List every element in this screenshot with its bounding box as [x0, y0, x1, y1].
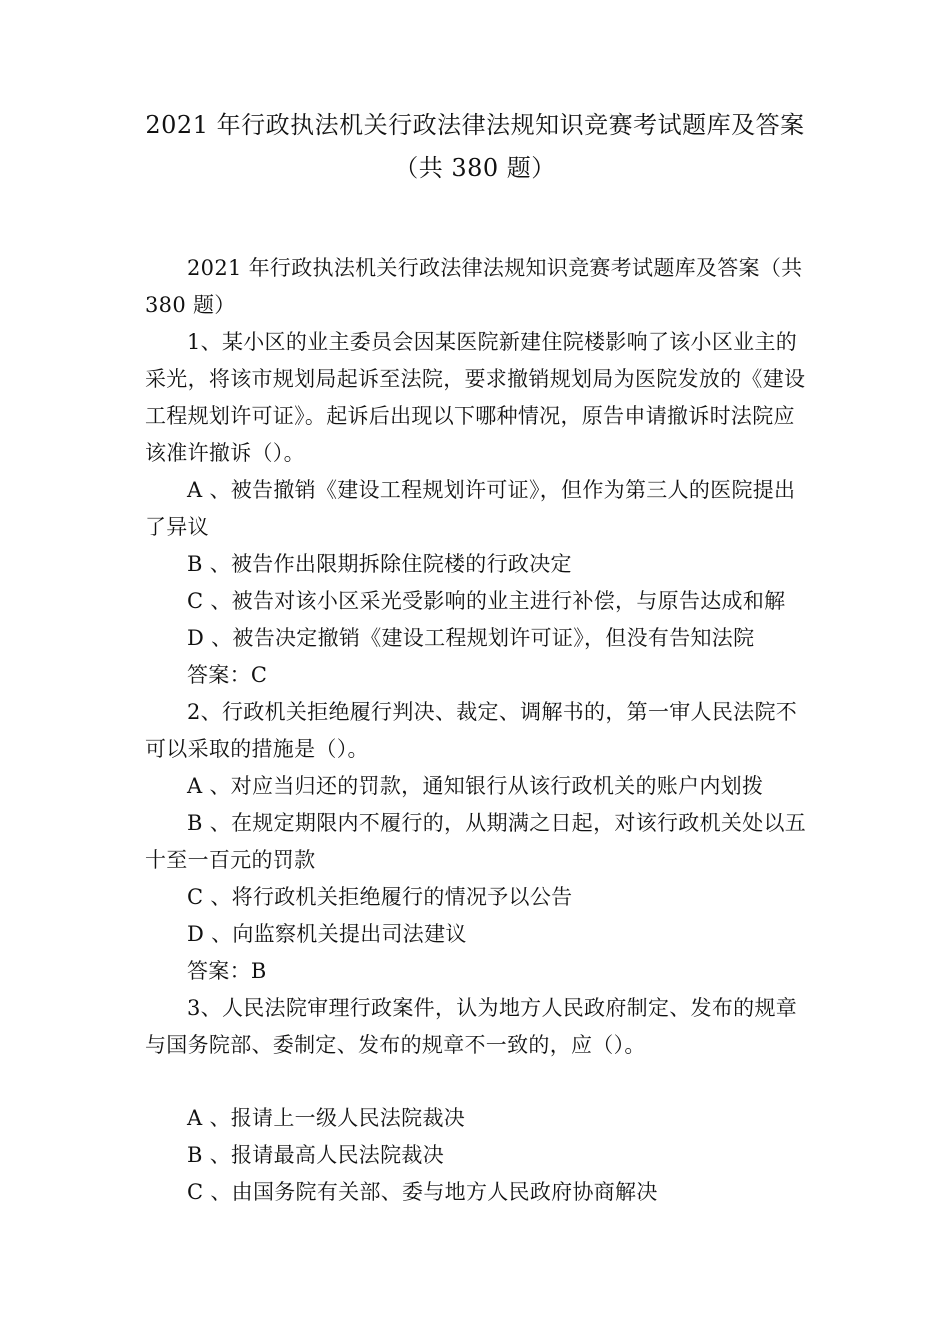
question-3-stem: 3、人民法院审理行政案件，认为地方人民政府制定、发布的规章与国务院部、委制定、发布的规章不一致的，应（）。 — [145, 996, 798, 1057]
title-line-2: （共 380 题） — [394, 154, 556, 182]
question-2-option-c: C 、将行政机关拒绝履行的情况予以公告 — [187, 885, 573, 909]
question-1-stem: 1、某小区的业主委员会因某医院新建住院楼影响了该小区业主的采光，将该市规划局起诉至法院，要求撤销规划局为医院发放的《建设工程规划许可证》。起诉后出现以下哪种情况，原告申请撤诉时法院应该准许撤诉（）。 — [145, 330, 806, 465]
question-2-option-a: A 、对应当归还的罚款，通知银行从该行政机关的账户内划拨 — [187, 774, 764, 798]
question-1-option-b: B 、被告作出限期拆除住院楼的行政决定 — [187, 552, 572, 576]
question-2-option-b: B 、在规定期限内不履行的，从期满之日起，对该行政机关处以五十至一百元的罚款 — [145, 811, 807, 872]
title-line-1: 2021 年行政执法机关行政法律法规知识竞赛考试题库及答案 — [145, 111, 805, 139]
question-1-option-c: C 、被告对该小区采光受影响的业主进行补偿，与原告达成和解 — [187, 589, 786, 613]
question-2-stem: 2、行政机关拒绝履行判决、裁定、调解书的，第一审人民法院不可以采取的措施是（）。 — [145, 700, 798, 761]
question-1-option-a: A 、被告撤销《建设工程规划许可证》，但作为第三人的医院提出了异议 — [145, 478, 796, 539]
question-3-option-b: B 、报请最高人民法院裁决 — [187, 1143, 445, 1167]
question-3-option-a: A 、报请上一级人民法院裁决 — [187, 1106, 466, 1130]
question-2-answer: 答案：B — [187, 959, 267, 983]
intro-paragraph: 2021 年行政执法机关行政法律法规知识竞赛考试题库及答案（共 380 题） — [145, 256, 803, 317]
question-1-option-d: D 、被告决定撤销《建设工程规划许可证》，但没有告知法院 — [187, 626, 755, 650]
question-2-option-d: D 、向监察机关提出司法建议 — [187, 922, 467, 946]
question-1-answer: 答案：C — [187, 663, 268, 687]
question-3-option-c: C 、由国务院有关部、委与地方人民政府协商解决 — [187, 1180, 658, 1204]
